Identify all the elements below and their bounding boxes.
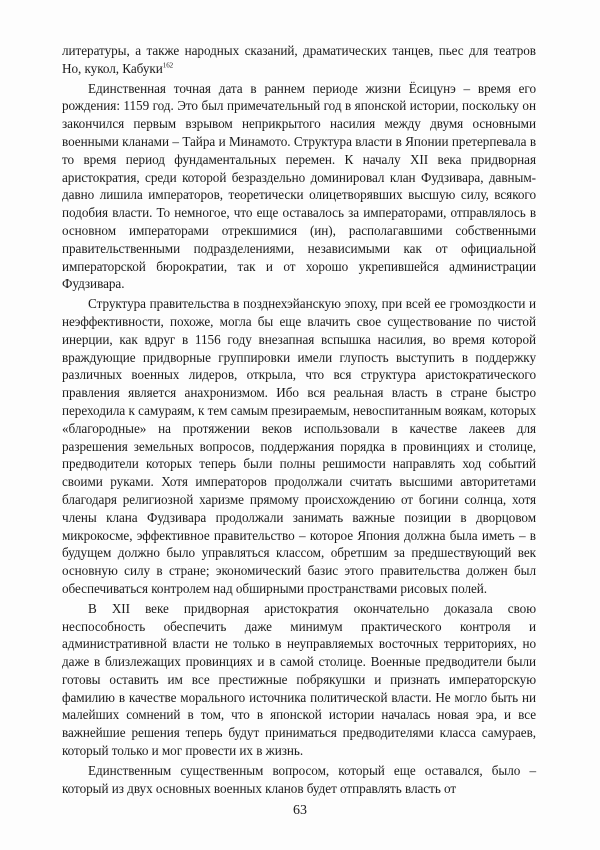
- body-text: [62, 42, 536, 797]
- paragraph: Единственным существенным вопросом, который еще оставался, было – который из двух основных военных кланов будет отправлять власть от: [62, 762, 536, 796]
- page-number: 63: [293, 803, 307, 818]
- paragraph-text: литературы, а также народных сказаний, драматических танцев, пьес для театров Но, кукол, Кабуки: [62, 43, 536, 76]
- footnote-marker: 162: [162, 61, 174, 70]
- paragraph: Единственная точная дата в раннем периоде жизни Ёсицунэ – время его рождения: 1159 год. Это был примечательный год в японской истории, поскольку он закончился первым взрывом неприкрытого насилия между двумя основными военными кланами – Тайра и Минамото. Структура власти в Японии претерпевала в то время период фундаментальных перемен. К началу XII века придворная аристократия, среди которой безраздельно доминировал клан Фудзивара, давным-давно лишила императоров, теоретически олицетворявших высшую силу, всякого подобия власти. То немногое, что еще оставалось за императорами, отправлялось в основном императорами отрекшимися (ин), располагавшими собственными правительственными подразделениями, независимыми как от официальной императорской бюрократии, так и от хорошо укрепившейся администрации Фудзивара.: [62, 80, 536, 292]
- paragraph: В XII веке придворная аристократия окончательно доказала свою неспособность обеспечить даже минимум практического контроля и административной власти не только в неуправляемых восточных территориях, но даже в близлежащих провинциях и в самой столице. Военные предводители были готовы оставить им все престижные побрякушки и признать императорскую фамилию в качестве морального источника политической власти. Не могло быть ни малейших сомнений в том, что в японской истории началась новая эра, и все важнейшие решения теперь будут приниматься предводителями класса самураев, который только и мог провести их в жизнь.: [62, 600, 536, 759]
- paragraph: Структура правительства в позднехэйанскую эпоху, при всей ее громоздкости и неэффективности, похоже, могла бы еще влачить свое существование по чистой инерции, как вдруг в 1156 году внезапная вспышка насилия, во время которой враждующие придворные группировки имели глупость выступить в поддержку различных военных лидеров, открыла, что вся структура аристократического правления является анахронизмом. Ибо вся реальная власть в стране быстро переходила к самураям, к тем самым презираемым, невоспитанным воякам, которых «благородные» на протяжении веков использовали в качестве лакеев для разрешения земельных вопросов, поддержания порядка в провинциях и столице, предводители которых теперь были полны решимости направлять ход событий своими руками. Хотя императоров продолжали считать высшими авторитетами благодаря религиозной харизме прямому происхождению от богини солнца, хотя члены клана Фудзивара продолжали занимать важные позиции в дворцовом микрокосме, эффективное правительство – которое Япония должна была иметь – в будущем должно было управляться классом, обретшим за предшествующий век основную силу в стране; экономический базис этого правительства должен был обеспечиваться контролем над обширными пространствами рисовых полей.: [62, 296, 536, 596]
- paragraph-continuation: [62, 42, 536, 78]
